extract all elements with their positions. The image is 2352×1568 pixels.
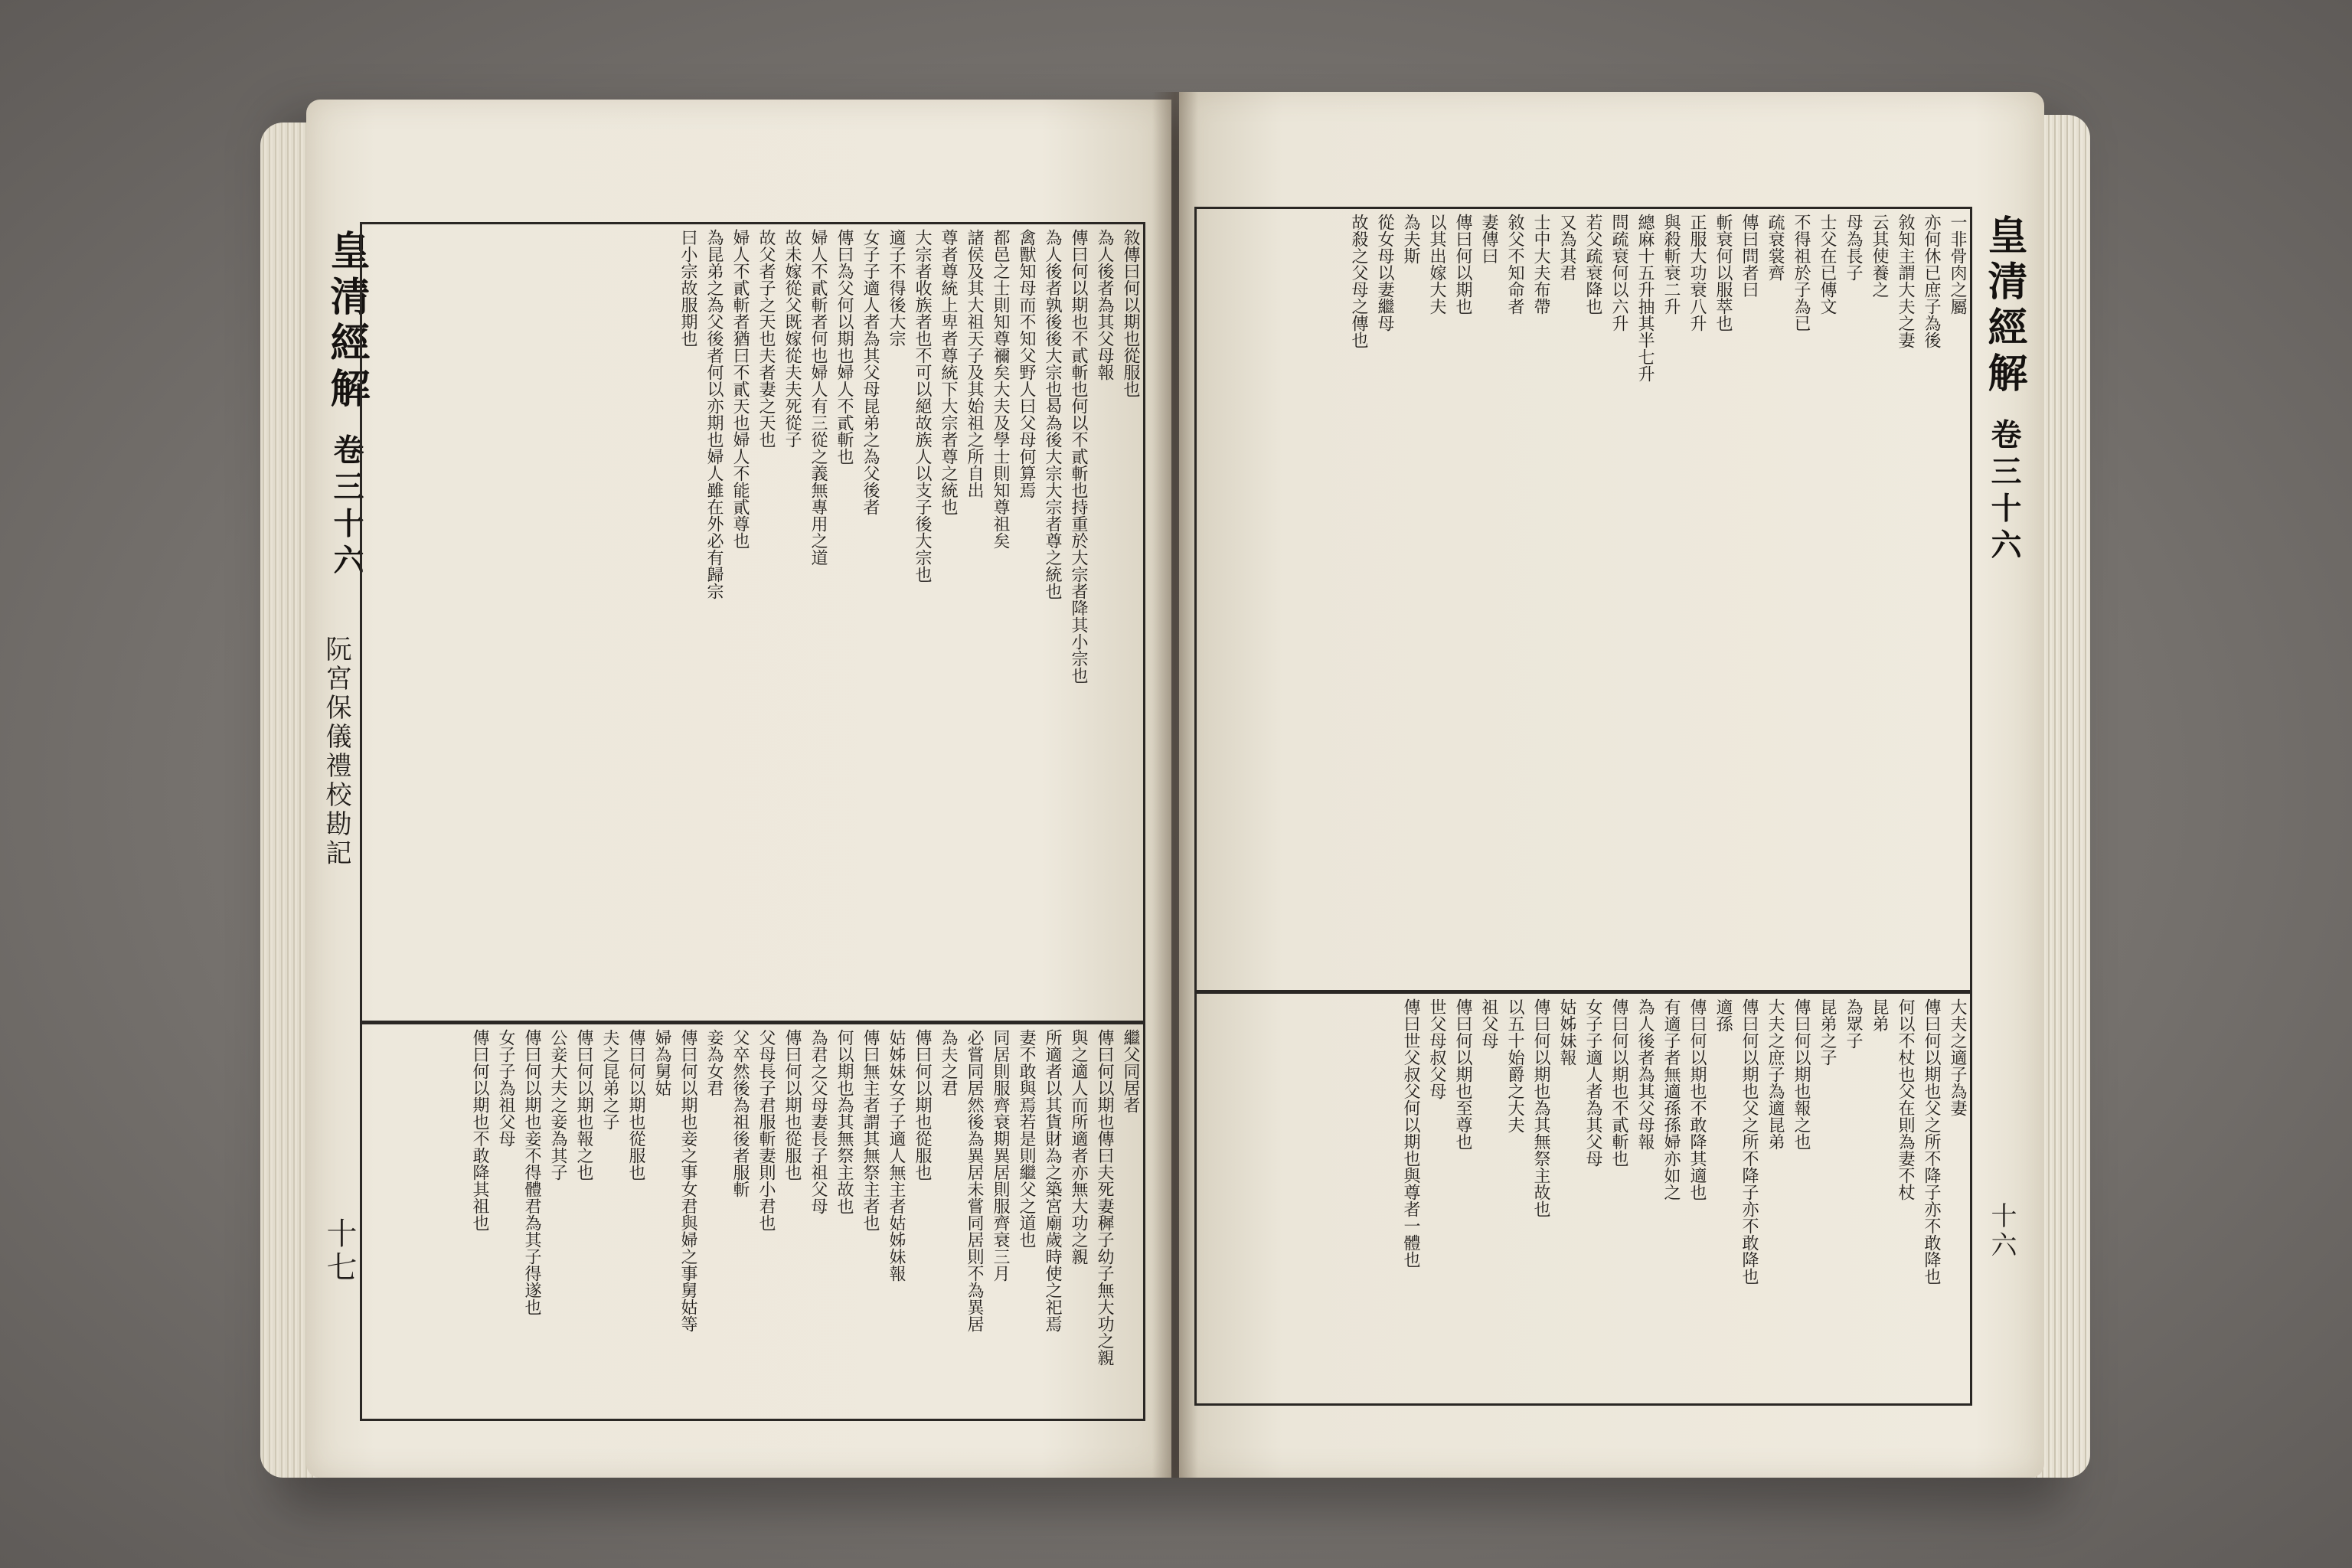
text-column: 女子子適人者為其父母昆弟之為父後者	[861, 229, 880, 515]
text-column: 傳曰何以期也父之所不降子亦不敢降也	[1922, 998, 1941, 1285]
book-gutter	[1152, 92, 1198, 1478]
text-column: 婦人不貳斬者猶曰不貳天也婦人不能貳尊也	[730, 229, 750, 549]
text-column: 傳曰何以期也	[1453, 214, 1472, 315]
right-leaf-number: 十六	[1986, 1202, 2017, 1260]
text-column: 適孫	[1713, 998, 1733, 1032]
text-column: 傳曰世父叔父何以期也與尊者一體也	[1401, 998, 1420, 1268]
left-top-text-block	[360, 222, 1145, 1023]
text-column: 一非骨肉之屬	[1948, 214, 1967, 315]
text-column: 敘傳曰何以期也從服也	[1121, 229, 1140, 397]
text-column: 傳曰何以期也父之所不降子亦不敢降也	[1740, 998, 1759, 1285]
text-column: 妾為女君	[704, 1029, 724, 1096]
text-column: 婦為舅姑	[652, 1029, 671, 1096]
text-column: 傳曰何以期也從服也	[913, 1029, 932, 1181]
text-column: 大宗者收族者也不可以絕故族人以支子後大宗也	[913, 229, 932, 583]
text-column: 妻傳曰	[1479, 214, 1498, 264]
text-column: 昆弟	[1870, 998, 1889, 1032]
text-column: 妻不敢與焉若是則繼父之道也	[1017, 1029, 1036, 1248]
text-column: 故父者子之天也夫者妻之天也	[756, 229, 776, 448]
text-column: 與殺斬衰二升	[1661, 214, 1681, 315]
right-spine-title	[1975, 214, 2033, 612]
text-column: 傳曰問者曰	[1740, 214, 1759, 298]
right-spine-title-text: 皇清經解	[1981, 214, 2027, 398]
text-column: 為君之父母妻長子祖父母	[808, 1029, 828, 1214]
text-column: 疏衰裳齊	[1766, 214, 1785, 281]
text-column: 曰小宗故服期也	[678, 229, 697, 347]
text-column: 何以不杖也父在則為妻不杖	[1896, 998, 1915, 1200]
text-column: 士中大夫布帶	[1531, 214, 1550, 315]
text-column: 繼父同居者	[1121, 1029, 1140, 1113]
text-column: 傳曰何以期也妾不得體君為其子得遂也	[522, 1029, 541, 1315]
text-column: 傳曰何以期也為其無祭主故也	[1531, 998, 1550, 1217]
text-column: 與之適人而所適者亦無大功之親	[1069, 1029, 1088, 1265]
text-column: 云其使養之	[1870, 214, 1889, 298]
text-column: 父母長子君服斬妻則小君也	[756, 1029, 776, 1231]
text-column: 又為其君	[1557, 214, 1576, 281]
text-column: 諸侯及其大祖天子及其始祖之所自出	[965, 229, 984, 498]
text-column: 傳曰為父何以期也婦人不貳斬也	[835, 229, 854, 465]
text-column: 婦人不貳斬者何也婦人有三從之義無專用之道	[808, 229, 828, 566]
text-column: 故殺之父母之傳也	[1349, 214, 1368, 348]
text-column: 傳曰何以期也報之也	[1792, 998, 1811, 1150]
left-spine-title-text: 皇清經解	[323, 230, 370, 413]
text-column: 姑姊妹報	[1557, 998, 1576, 1066]
text-column: 姑姊妹女子子適人無主者姑姊妹報	[887, 1029, 906, 1282]
text-column: 女子子適人者為其父母	[1583, 998, 1602, 1167]
text-column: 有適子者無適孫孫婦亦如之	[1661, 998, 1681, 1200]
text-column: 傳曰何以期也從服也	[626, 1029, 645, 1181]
text-column: 傳曰何以期也不敢降其祖也	[470, 1029, 489, 1231]
text-column: 傳曰何以期也不貳斬也何以不貳斬也持重於大宗者降其小宗也	[1069, 229, 1088, 684]
text-column: 總麻十五升抽其半七升	[1635, 214, 1655, 382]
text-column: 以五十始爵之大夫	[1505, 998, 1524, 1133]
text-column: 為夫之君	[939, 1029, 958, 1096]
text-column: 禽獸知母而不知父野人曰父母何算焉	[1017, 229, 1036, 498]
text-column: 公妾大夫之妾為其子	[548, 1029, 567, 1181]
text-column: 傳曰何以期也不貳斬也	[1609, 998, 1628, 1167]
text-column: 傳曰何以期也不敢降其適也	[1687, 998, 1707, 1200]
text-column: 夫之昆弟之子	[600, 1029, 619, 1130]
text-column: 傳曰何以期也從服也	[782, 1029, 802, 1181]
right-volume-label: 卷三十六	[1986, 418, 2022, 566]
text-column: 為人後者孰後後大宗也曷為後大宗大宗者尊之統也	[1043, 229, 1062, 599]
text-column: 為人後者為其父母報	[1095, 229, 1114, 381]
text-column: 傳曰何以期也妾之事女君與婦之事舅姑等	[678, 1029, 697, 1332]
text-column: 傳曰何以期也傳曰夫死妻穉子幼子無大功之親	[1095, 1029, 1114, 1366]
left-leaf-number: 十七	[322, 1217, 357, 1285]
text-column: 母為長子	[1844, 214, 1863, 281]
text-column: 何以期也為其無祭主故也	[835, 1029, 854, 1214]
text-column: 士父在已傳文	[1818, 214, 1837, 315]
text-column: 敘父不知命者	[1505, 214, 1524, 315]
text-column: 大夫之庶子為適昆弟	[1766, 998, 1785, 1150]
text-column: 所適者以其貨財為之築宮廟歲時使之祀焉	[1043, 1029, 1062, 1332]
text-column: 傳曰無主者謂其無祭主者也	[861, 1029, 880, 1231]
text-column: 大夫之適子為妻	[1948, 998, 1967, 1116]
text-column: 為昆弟之為父後者何以亦期也婦人雖在外必有歸宗	[704, 229, 724, 599]
text-column: 若父疏衰降也	[1583, 214, 1602, 315]
text-column: 父卒然後為祖後者服斬	[730, 1029, 750, 1197]
text-column: 必嘗同居然後為異居未嘗同居則不為異居	[965, 1029, 984, 1332]
text-column: 不得祖於子為已	[1792, 214, 1811, 332]
text-column: 問疏衰何以六升	[1609, 214, 1628, 332]
left-credit: 阮宮保儀禮校勘記	[321, 635, 351, 868]
text-column: 故未嫁從父既嫁從夫夫死從子	[782, 229, 802, 448]
text-column: 昆弟之子	[1818, 998, 1837, 1066]
text-column: 女子子為祖父母	[496, 1029, 515, 1147]
text-column: 尊者尊統上卑者尊統下大宗者尊之統也	[939, 229, 958, 515]
text-column: 傳曰何以期也至尊也	[1453, 998, 1472, 1150]
text-column: 傳曰何以期也報之也	[574, 1029, 593, 1181]
text-column: 敘知主謂大夫之妻	[1896, 214, 1915, 348]
text-column: 為夫斯	[1401, 214, 1420, 264]
left-bottom-text-block	[360, 1022, 1145, 1421]
text-column: 世父母叔父母	[1427, 998, 1446, 1099]
text-column: 為眾子	[1844, 998, 1863, 1049]
left-volume-label: 卷三十六	[328, 433, 364, 581]
text-column: 為人後者為其父母報	[1635, 998, 1655, 1150]
text-column: 斬衰何以服萃也	[1713, 214, 1733, 332]
text-column: 正服大功衰八升	[1687, 214, 1707, 332]
right-bottom-text-block	[1194, 991, 1972, 1406]
text-column: 亦何休已庶子為後	[1922, 214, 1941, 348]
text-column: 祖父母	[1479, 998, 1498, 1049]
right-top-text-block	[1194, 207, 1972, 992]
text-column: 都邑之士則知尊禰矣大夫及學士則知尊祖矣	[991, 229, 1010, 549]
text-column: 同居則服齊衰期異居則服齊衰三月	[991, 1029, 1010, 1282]
text-column: 以其出嫁大夫	[1427, 214, 1446, 315]
text-column: 適子不得後大宗	[887, 229, 906, 347]
text-column: 從女母以妻繼母	[1375, 214, 1394, 332]
